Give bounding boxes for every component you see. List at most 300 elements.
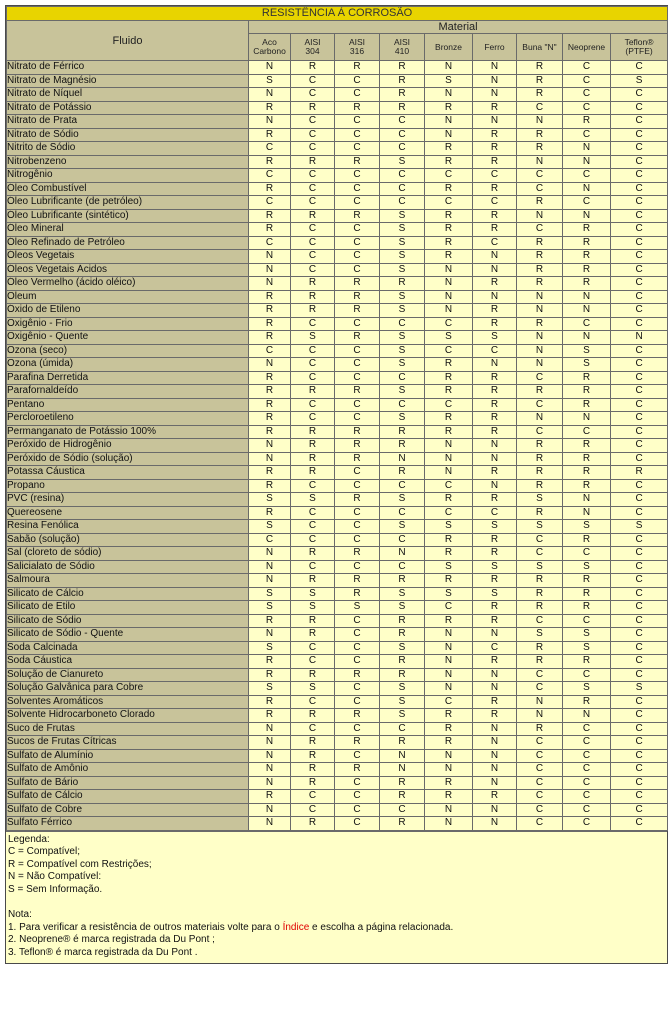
rating-cell-aisi-316: C (335, 74, 380, 88)
fluid-name-cell: Solventes Aromáticos (7, 695, 249, 709)
fluid-name-cell: Soda Cáustica (7, 655, 249, 669)
rating-cell-neoprene: C (563, 317, 611, 331)
rating-cell-neoprene: S (563, 520, 611, 534)
table-row (7, 209, 668, 223)
rating-cell-buna-n: C (517, 533, 563, 547)
rating-cell-ferro: R (473, 614, 517, 628)
table-row (7, 250, 668, 264)
rating-cell-buna-n: R (517, 74, 563, 88)
rating-cell-aisi-316: C (335, 398, 380, 412)
rating-cell-bronze: R (425, 250, 473, 264)
rating-cell-aco-carbono: R (249, 614, 291, 628)
rating-cell-neoprene: N (563, 142, 611, 156)
rating-cell-neoprene: R (563, 533, 611, 547)
rating-cell-aisi-316: C (335, 695, 380, 709)
legend-item-compatible: C = Compatível; (8, 846, 80, 857)
notes-section (6, 831, 667, 964)
rating-cell-teflon-ptfe: C (611, 763, 668, 777)
rating-cell-bronze: C (425, 479, 473, 493)
table-row (7, 425, 668, 439)
rating-cell-ferro: N (473, 88, 517, 102)
fluid-name-cell: Oxigênio - Frio (7, 317, 249, 331)
rating-cell-aisi-304: S (291, 682, 335, 696)
rating-cell-aisi-304: R (291, 817, 335, 831)
rating-cell-buna-n: N (517, 115, 563, 129)
rating-cell-ferro: N (473, 479, 517, 493)
rating-cell-neoprene: C (563, 803, 611, 817)
legend-item-no-info: S = Sem Informação. (8, 883, 103, 895)
rating-cell-neoprene: N (563, 331, 611, 345)
rating-cell-aisi-304: R (291, 763, 335, 777)
rating-cell-aisi-304: C (291, 263, 335, 277)
rating-cell-aisi-410: S (380, 236, 425, 250)
rating-cell-aco-carbono: N (249, 88, 291, 102)
rating-cell-aisi-316: R (335, 668, 380, 682)
rating-cell-teflon-ptfe: C (611, 560, 668, 574)
rating-cell-aisi-316: C (335, 196, 380, 210)
rating-cell-aisi-316: C (335, 749, 380, 763)
corrosion-resistance-panel (5, 5, 668, 964)
fluid-name-cell: Solvente Hidrocarboneto Clorado (7, 709, 249, 723)
rating-cell-aco-carbono: N (249, 722, 291, 736)
rating-cell-aco-carbono: S (249, 601, 291, 615)
fluid-name-cell: Nitrato de Potássio (7, 101, 249, 115)
rating-cell-aisi-304: C (291, 560, 335, 574)
rating-cell-neoprene: N (563, 506, 611, 520)
fluid-name-cell: Oleum (7, 290, 249, 304)
rating-cell-aisi-316: C (335, 263, 380, 277)
material-header-neoprene (563, 34, 611, 61)
rating-cell-aisi-410: S (380, 587, 425, 601)
rating-cell-aco-carbono: N (249, 547, 291, 561)
rating-cell-aco-carbono: R (249, 317, 291, 331)
rating-cell-aisi-304: R (291, 385, 335, 399)
rating-cell-ferro: N (473, 452, 517, 466)
rating-cell-teflon-ptfe: C (611, 803, 668, 817)
rating-cell-ferro: R (473, 709, 517, 723)
rating-cell-ferro: R (473, 493, 517, 507)
rating-cell-ferro: R (473, 425, 517, 439)
rating-cell-bronze: R (425, 736, 473, 750)
rating-cell-aco-carbono: N (249, 61, 291, 75)
rating-cell-neoprene: C (563, 614, 611, 628)
rating-cell-aisi-316: R (335, 155, 380, 169)
table-row (7, 277, 668, 291)
fluid-name-cell: Nitrato de Magnésio (7, 74, 249, 88)
rating-cell-bronze: N (425, 290, 473, 304)
rating-cell-buna-n: C (517, 223, 563, 237)
fluid-name-cell: Óleo Combustível (7, 182, 249, 196)
table-row (7, 398, 668, 412)
fluid-name-cell: Propano (7, 479, 249, 493)
rating-cell-ferro: S (473, 560, 517, 574)
rating-cell-buna-n: C (517, 790, 563, 804)
rating-cell-teflon-ptfe: C (611, 358, 668, 372)
rating-cell-teflon-ptfe: C (611, 398, 668, 412)
rating-cell-buna-n: N (517, 695, 563, 709)
rating-cell-aisi-316: C (335, 128, 380, 142)
rating-cell-neoprene: N (563, 493, 611, 507)
rating-cell-neoprene: S (563, 682, 611, 696)
rating-cell-neoprene: R (563, 263, 611, 277)
rating-cell-buna-n: R (517, 722, 563, 736)
rating-cell-aisi-410: N (380, 547, 425, 561)
rating-cell-aisi-304: R (291, 547, 335, 561)
rating-cell-buna-n: R (517, 587, 563, 601)
rating-cell-aco-carbono: N (249, 439, 291, 453)
rating-cell-buna-n: N (517, 344, 563, 358)
rating-cell-aisi-410: S (380, 304, 425, 318)
rating-cell-aco-carbono: R (249, 412, 291, 426)
rating-cell-bronze: R (425, 547, 473, 561)
rating-cell-teflon-ptfe: C (611, 776, 668, 790)
table-row (7, 533, 668, 547)
rating-cell-teflon-ptfe: N (611, 331, 668, 345)
rating-cell-neoprene: C (563, 425, 611, 439)
table-row (7, 587, 668, 601)
rating-cell-neoprene: R (563, 385, 611, 399)
note-3: 3. Teflon® é marca registrada da Du Pont . (8, 946, 198, 958)
rating-cell-buna-n: C (517, 736, 563, 750)
fluid-name-cell: Peróxido de Hidrogênio (7, 439, 249, 453)
rating-cell-neoprene: C (563, 776, 611, 790)
table-row (7, 74, 668, 88)
rating-cell-aisi-304: C (291, 88, 335, 102)
rating-cell-aisi-304: R (291, 304, 335, 318)
rating-cell-aisi-316: C (335, 412, 380, 426)
rating-cell-aisi-410: N (380, 763, 425, 777)
table-row (7, 466, 668, 480)
rating-cell-aisi-316: R (335, 574, 380, 588)
rating-cell-aisi-304: C (291, 250, 335, 264)
rating-cell-teflon-ptfe: C (611, 790, 668, 804)
rating-cell-neoprene: C (563, 763, 611, 777)
rating-cell-aisi-316: C (335, 641, 380, 655)
rating-cell-buna-n: S (517, 628, 563, 642)
rating-cell-aisi-316: R (335, 709, 380, 723)
table-row (7, 803, 668, 817)
rating-cell-neoprene: C (563, 196, 611, 210)
table-row (7, 290, 668, 304)
fluid-name-cell: Resina Fenólica (7, 520, 249, 534)
rating-cell-neoprene: N (563, 155, 611, 169)
fluid-name-cell: Parafina Derretida (7, 371, 249, 385)
rating-cell-neoprene: R (563, 439, 611, 453)
fluid-name-cell: Silicato de Etilo (7, 601, 249, 615)
rating-cell-buna-n: N (517, 358, 563, 372)
rating-cell-aisi-410: N (380, 749, 425, 763)
rating-cell-teflon-ptfe: C (611, 128, 668, 142)
rating-cell-aisi-316: C (335, 506, 380, 520)
rating-cell-aisi-316: R (335, 493, 380, 507)
rating-cell-neoprene: C (563, 668, 611, 682)
table-row (7, 358, 668, 372)
rating-cell-ferro: S (473, 331, 517, 345)
rating-cell-aco-carbono: R (249, 398, 291, 412)
table-row (7, 709, 668, 723)
fluid-name-cell: Óleo Refinado de Petróleo (7, 236, 249, 250)
rating-cell-aco-carbono: C (249, 169, 291, 183)
rating-cell-neoprene: R (563, 479, 611, 493)
rating-cell-aisi-410: S (380, 155, 425, 169)
rating-cell-aisi-410: S (380, 682, 425, 696)
rating-cell-bronze: C (425, 344, 473, 358)
rating-cell-ferro: N (473, 682, 517, 696)
table-row (7, 493, 668, 507)
rating-cell-buna-n: C (517, 749, 563, 763)
rating-cell-ferro: C (473, 196, 517, 210)
rating-cell-buna-n: N (517, 412, 563, 426)
rating-cell-aco-carbono: N (249, 574, 291, 588)
table-row (7, 344, 668, 358)
rating-cell-aisi-304: C (291, 790, 335, 804)
rating-cell-buna-n: C (517, 763, 563, 777)
rating-cell-ferro: R (473, 790, 517, 804)
rating-cell-aisi-304: C (291, 520, 335, 534)
rating-cell-teflon-ptfe: S (611, 520, 668, 534)
rating-cell-bronze: R (425, 425, 473, 439)
rating-cell-buna-n: C (517, 101, 563, 115)
rating-cell-aco-carbono: S (249, 74, 291, 88)
fluid-name-cell: Sal (cloreto de sódio) (7, 547, 249, 561)
rating-cell-aisi-410: R (380, 668, 425, 682)
rating-cell-aisi-410: S (380, 709, 425, 723)
rating-cell-bronze: S (425, 587, 473, 601)
rating-cell-aisi-316: C (335, 142, 380, 156)
material-header-aisi-304 (291, 34, 335, 61)
rating-cell-aisi-316: C (335, 88, 380, 102)
rating-cell-buna-n: N (517, 290, 563, 304)
rating-cell-ferro: R (473, 128, 517, 142)
table-row (7, 331, 668, 345)
fluid-name-cell: Silicato de Cálcio (7, 587, 249, 601)
rating-cell-buna-n: R (517, 317, 563, 331)
fluid-name-cell: PVC (resina) (7, 493, 249, 507)
rating-cell-teflon-ptfe: C (611, 587, 668, 601)
rating-cell-buna-n: R (517, 601, 563, 615)
rating-cell-bronze: R (425, 533, 473, 547)
rating-cell-teflon-ptfe: C (611, 209, 668, 223)
rating-cell-buna-n: R (517, 128, 563, 142)
rating-cell-neoprene: C (563, 722, 611, 736)
rating-cell-buna-n: R (517, 61, 563, 75)
note-2: 2. Neoprene® é marca registrada da Du Pont ; (8, 934, 215, 945)
rating-cell-neoprene: C (563, 61, 611, 75)
rating-cell-ferro: N (473, 358, 517, 372)
rating-cell-bronze: R (425, 182, 473, 196)
rating-cell-buna-n: N (517, 209, 563, 223)
notes-heading: Nota: (8, 909, 32, 920)
rating-cell-buna-n: R (517, 466, 563, 480)
rating-cell-buna-n: R (517, 385, 563, 399)
rating-cell-aisi-316: C (335, 223, 380, 237)
table-row (7, 763, 668, 777)
rating-cell-aisi-316: C (335, 520, 380, 534)
rating-cell-buna-n: C (517, 169, 563, 183)
rating-cell-aisi-410: S (380, 223, 425, 237)
rating-cell-bronze: C (425, 398, 473, 412)
rating-cell-ferro: R (473, 533, 517, 547)
rating-cell-aisi-410: R (380, 61, 425, 75)
rating-cell-aisi-316: R (335, 277, 380, 291)
rating-cell-neoprene: C (563, 547, 611, 561)
rating-cell-aisi-304: R (291, 452, 335, 466)
rating-cell-aisi-316: R (335, 763, 380, 777)
rating-cell-teflon-ptfe: C (611, 614, 668, 628)
rating-cell-aco-carbono: R (249, 709, 291, 723)
table-row (7, 452, 668, 466)
rating-cell-aisi-410: C (380, 317, 425, 331)
rating-cell-aco-carbono: S (249, 682, 291, 696)
rating-cell-ferro: N (473, 722, 517, 736)
rating-cell-aco-carbono: N (249, 277, 291, 291)
rating-cell-aisi-304: R (291, 574, 335, 588)
rating-cell-buna-n: N (517, 709, 563, 723)
rating-cell-aisi-304: R (291, 277, 335, 291)
rating-cell-bronze: R (425, 155, 473, 169)
rating-cell-teflon-ptfe: C (611, 317, 668, 331)
rating-cell-buna-n: C (517, 547, 563, 561)
rating-cell-aisi-316: C (335, 236, 380, 250)
rating-cell-aisi-304: C (291, 74, 335, 88)
rating-cell-aisi-410: R (380, 425, 425, 439)
rating-cell-teflon-ptfe: C (611, 439, 668, 453)
fluid-name-cell: Óleo Lubrificante (de petróleo) (7, 196, 249, 210)
rating-cell-neoprene: C (563, 101, 611, 115)
index-link[interactable]: Índice (282, 921, 310, 933)
rating-cell-neoprene: N (563, 709, 611, 723)
rating-cell-ferro: R (473, 574, 517, 588)
table-row (7, 520, 668, 534)
fluid-name-cell: Óleo Lubrificante (sintético) (7, 209, 249, 223)
rating-cell-buna-n: C (517, 668, 563, 682)
rating-cell-aisi-304: C (291, 223, 335, 237)
table-row (7, 196, 668, 210)
table-row (7, 371, 668, 385)
table-row (7, 128, 668, 142)
rating-cell-aisi-304: R (291, 736, 335, 750)
rating-cell-aisi-410: S (380, 263, 425, 277)
rating-cell-teflon-ptfe: R (611, 466, 668, 480)
rating-cell-aisi-410: S (380, 601, 425, 615)
rating-cell-buna-n: R (517, 479, 563, 493)
fluid-name-cell: Sulfato de Cobre (7, 803, 249, 817)
rating-cell-neoprene: R (563, 574, 611, 588)
rating-cell-aisi-316: R (335, 452, 380, 466)
material-header-bronze (425, 34, 473, 61)
rating-cell-ferro: C (473, 169, 517, 183)
note-1-text-after: e escolha a página relacionada. (309, 921, 454, 933)
fluid-name-cell: Nitrato de Sódio (7, 128, 249, 142)
rating-cell-aisi-410: R (380, 655, 425, 669)
rating-cell-neoprene: N (563, 290, 611, 304)
rating-cell-ferro: R (473, 209, 517, 223)
rating-cell-aco-carbono: R (249, 655, 291, 669)
rating-cell-aco-carbono: N (249, 115, 291, 129)
fluid-name-cell: Salicialato de Sódio (7, 560, 249, 574)
rating-cell-buna-n: C (517, 682, 563, 696)
rating-cell-ferro: R (473, 223, 517, 237)
rating-cell-teflon-ptfe: C (611, 263, 668, 277)
rating-cell-bronze: N (425, 628, 473, 642)
rating-cell-aco-carbono: N (249, 250, 291, 264)
rating-cell-aisi-410: S (380, 209, 425, 223)
rating-cell-buna-n: R (517, 439, 563, 453)
rating-cell-neoprene: R (563, 587, 611, 601)
fluid-name-cell: Silicato de Sódio (7, 614, 249, 628)
rating-cell-teflon-ptfe: C (611, 655, 668, 669)
rating-cell-buna-n: S (517, 520, 563, 534)
rating-cell-aisi-304: C (291, 641, 335, 655)
rating-cell-aisi-410: R (380, 277, 425, 291)
table-row (7, 317, 668, 331)
rating-cell-aisi-304: R (291, 209, 335, 223)
rating-cell-aisi-410: R (380, 817, 425, 831)
rating-cell-buna-n: C (517, 398, 563, 412)
rating-cell-bronze: R (425, 371, 473, 385)
fluid-name-cell: Nitrito de Sódio (7, 142, 249, 156)
rating-cell-aco-carbono: N (249, 560, 291, 574)
rating-cell-teflon-ptfe: S (611, 682, 668, 696)
material-header-line: AISI (348, 37, 366, 47)
legend-item-restricted: R = Compatível com Restrições; (8, 858, 152, 870)
table-row (7, 614, 668, 628)
fluid-name-cell: Sabão (solução) (7, 533, 249, 547)
rating-cell-aisi-410: R (380, 614, 425, 628)
rating-cell-teflon-ptfe: C (611, 668, 668, 682)
rating-cell-bronze: S (425, 520, 473, 534)
rating-cell-aisi-316: C (335, 466, 380, 480)
table-row (7, 439, 668, 453)
rating-cell-aisi-316: R (335, 547, 380, 561)
table-row (7, 628, 668, 642)
material-header-line: Aco (262, 37, 277, 47)
rating-cell-neoprene: N (563, 304, 611, 318)
rating-cell-bronze: S (425, 74, 473, 88)
rating-cell-aisi-410: C (380, 169, 425, 183)
table-row (7, 641, 668, 655)
rating-cell-aisi-410: S (380, 344, 425, 358)
rating-cell-aco-carbono: R (249, 371, 291, 385)
rating-cell-bronze: N (425, 439, 473, 453)
rating-cell-buna-n: R (517, 452, 563, 466)
rating-cell-neoprene: R (563, 115, 611, 129)
rating-cell-aco-carbono: N (249, 736, 291, 750)
rating-cell-aisi-304: C (291, 358, 335, 372)
rating-cell-aco-carbono: C (249, 142, 291, 156)
rating-cell-aisi-410: S (380, 331, 425, 345)
rating-cell-aisi-410: R (380, 88, 425, 102)
rating-cell-aisi-410: C (380, 142, 425, 156)
rating-cell-ferro: N (473, 61, 517, 75)
rating-cell-aisi-304: R (291, 709, 335, 723)
rating-cell-ferro: S (473, 587, 517, 601)
rating-cell-bronze: C (425, 317, 473, 331)
rating-cell-neoprene: C (563, 736, 611, 750)
material-group-header: Material (249, 21, 668, 34)
rating-cell-aisi-304: R (291, 776, 335, 790)
rating-cell-teflon-ptfe: C (611, 412, 668, 426)
rating-cell-teflon-ptfe: C (611, 101, 668, 115)
rating-cell-aisi-316: C (335, 790, 380, 804)
fluid-name-cell: Sulfato Férrico (7, 817, 249, 831)
table-row (7, 169, 668, 183)
rating-cell-aisi-304: C (291, 506, 335, 520)
fluid-name-cell: Óleos Vegetais Ácidos (7, 263, 249, 277)
table-row (7, 655, 668, 669)
rating-cell-aisi-304: C (291, 533, 335, 547)
material-header-aisi-410 (380, 34, 425, 61)
